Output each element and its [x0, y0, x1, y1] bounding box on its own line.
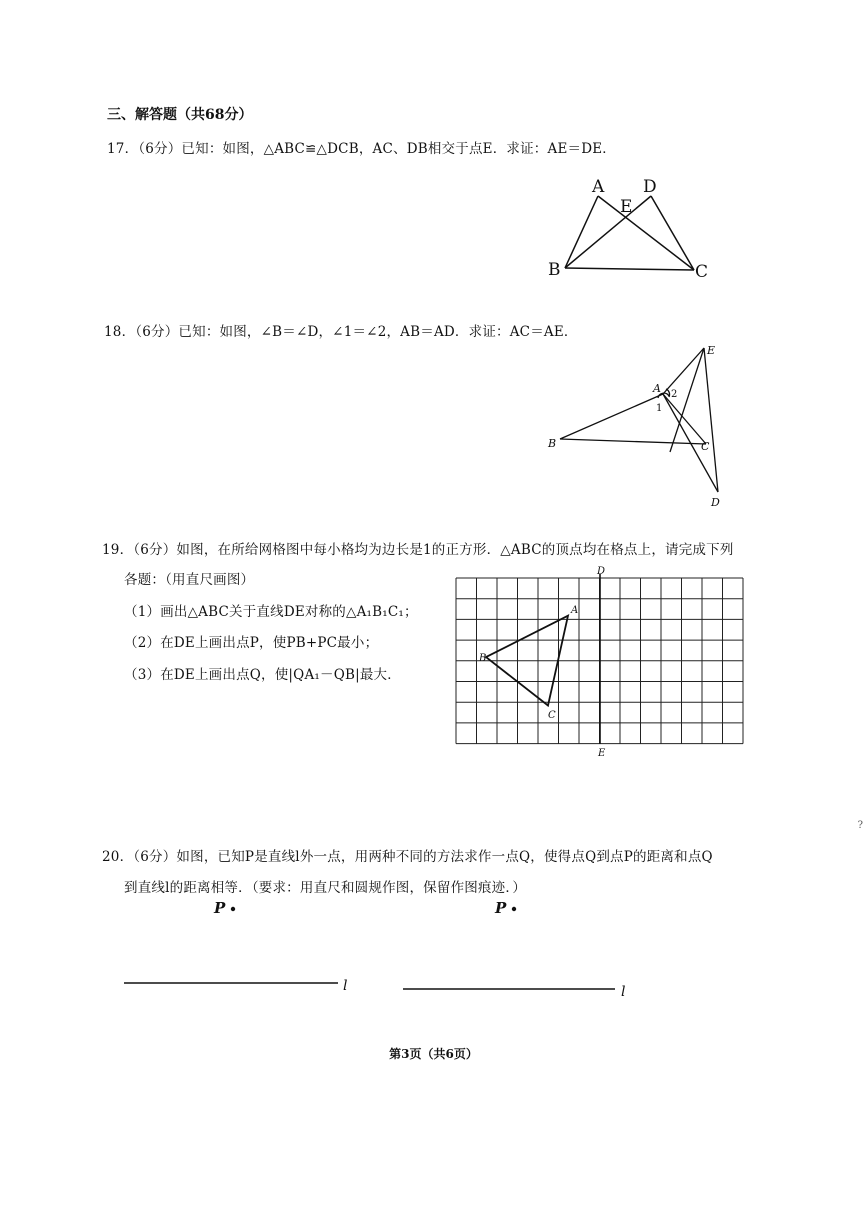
segment-dc: [651, 196, 694, 270]
q18-label-a: A: [653, 382, 661, 395]
q17-label-b: B: [548, 260, 561, 280]
segment-bd: [565, 196, 651, 268]
q19-label-d: D: [597, 566, 606, 577]
q20-line-l-label-2: l: [621, 984, 626, 1000]
segment-ba: [560, 394, 663, 439]
q20-point-p-2: [512, 907, 516, 911]
q18-label-b: B: [548, 437, 557, 450]
q17-label-a: A: [592, 177, 605, 197]
q19-label-c: C: [548, 710, 556, 721]
q20-figures: [110, 895, 770, 1005]
segment-ba: [565, 196, 598, 268]
edge-mark: ?: [857, 820, 863, 831]
q20-point-p-label-2: P: [495, 899, 507, 917]
q18-label-d: D: [711, 496, 720, 509]
q18-label-c: C: [701, 440, 710, 453]
segment-ac: [598, 196, 694, 270]
q20-point-p-1: [231, 907, 235, 911]
q17-text: 17．（6分）已知：如图，△ABC≌△DCB，AC、DB相交于点E．求证：AE＝DE．: [107, 141, 616, 157]
q17-label-d: D: [643, 177, 657, 197]
q19-text-line2: 各题：（用直尺画图）: [124, 572, 255, 588]
q20-point-p-label-1: P: [214, 899, 226, 917]
q18-text: 18．（6分）已知：如图，∠B＝∠D，∠1＝∠2，AB＝AD．求证：AC＝AE．: [104, 324, 578, 340]
section-title: 三、解答题（共68分）: [107, 107, 253, 123]
q17-label-e: E: [620, 197, 633, 217]
segment-bc: [565, 268, 694, 270]
q18-label-2: 2: [671, 389, 678, 400]
q19-item1: （1）画出△ABC关于直线DE对称的△A₁B₁C₁；: [124, 604, 418, 620]
page-footer: 第3页（共6页）: [389, 1047, 478, 1061]
segment-bc: [560, 439, 706, 444]
q18-figure: [540, 340, 730, 515]
q19-label-b: B: [479, 653, 487, 664]
q18-label-e: E: [707, 344, 716, 357]
segment-ac: [663, 394, 706, 444]
q19-label-a: A: [571, 605, 579, 616]
q20-line-l-label-1: l: [343, 978, 348, 994]
q19-text-line1: 19．（6分）如图，在所给网格图中每小格均为边长是1的正方形．△ABC的顶点均在格点上，请完成下列: [102, 542, 734, 558]
q19-label-e: E: [598, 748, 606, 759]
q18-label-1: 1: [656, 403, 663, 414]
segment-ae: [663, 348, 704, 394]
q19-item2: （2）在DE上画出点P，使PB+PC最小；: [124, 635, 379, 651]
q17-label-c: C: [695, 262, 709, 282]
q19-grid-figure: [450, 562, 745, 762]
q20-text-line2: 到直线l的距离相等．（要求：用直尺和圆规作图，保留作图痕迹．）: [124, 880, 527, 896]
q20-text-line1: 20．（6分）如图，已知P是直线l外一点，用两种不同的方法求作一点Q，使得点Q到点P的距离和点Q: [102, 849, 713, 865]
q17-figure: [540, 172, 720, 284]
q19-item3: （3）在DE上画出点Q，使|QA₁－QB|最大．: [124, 667, 401, 683]
